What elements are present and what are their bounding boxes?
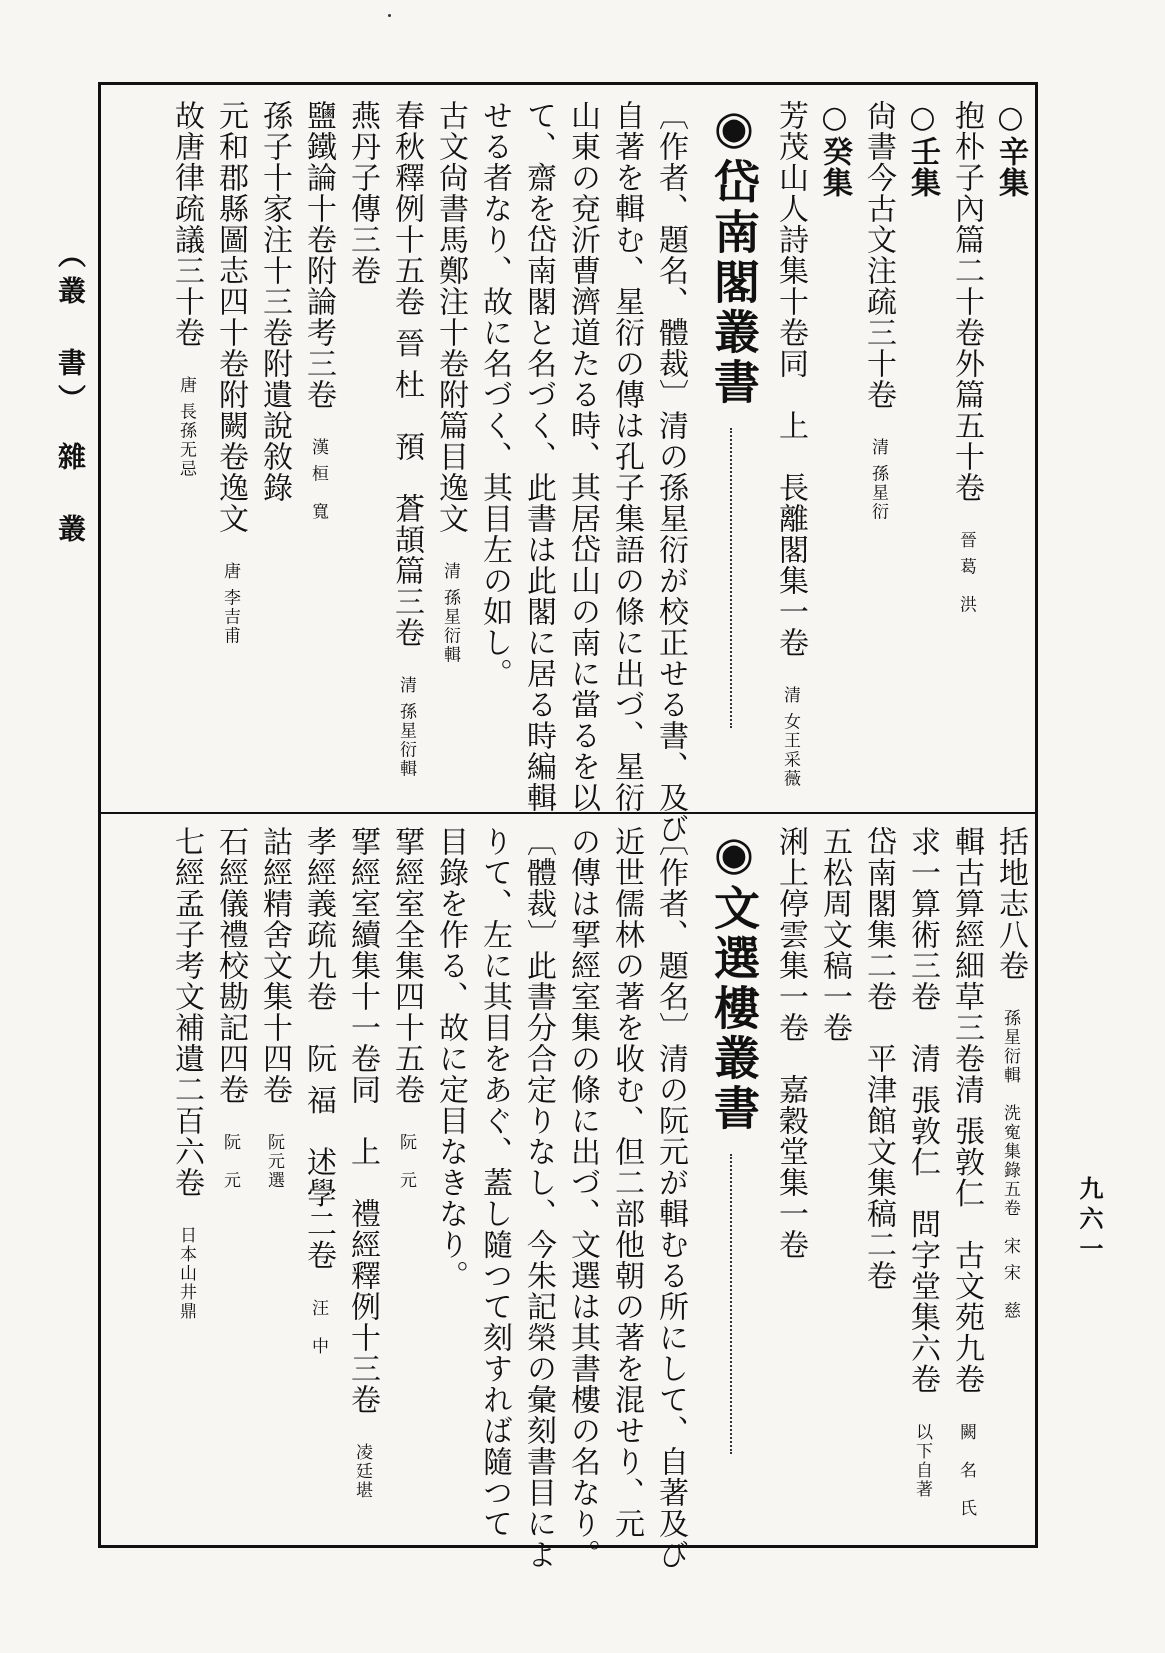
top-panel [108, 100, 1032, 844]
section-title: ◉岱南閣叢書 [700, 100, 768, 800]
book-entry: 抱朴子內篇二十卷外篇五十卷晉 葛 洪 [949, 100, 984, 615]
body-line: の傳は揅經室集の條に出づ、文選は其書樓の名なり。 [565, 826, 600, 1570]
book-entry: 鹽鐵論十卷附論考三卷漢 桓 寬 [301, 100, 336, 522]
book-entry: 求一算術三卷 清 張敦仁 問字堂集六卷以下自著 [905, 826, 940, 1499]
book-entry: 尙書今古文注疏三十卷清 孫星衍 [861, 100, 896, 522]
section-title: ◉文選樓叢書 [700, 826, 768, 1536]
body-line: 近世儒林の著を收む、但二部他朝の著を混せり、元 [609, 826, 644, 1539]
book-entry: 浰上停雲集一卷 嘉穀堂集一卷 [773, 826, 808, 1260]
wavy-rule [730, 428, 738, 728]
scan-speck [388, 14, 391, 17]
body-line: 目錄を作る、故に定目なきなり。 [433, 826, 468, 1291]
book-entry: 輯古算經細草三卷清 張敦仁 古文苑九卷闕 名 氏 [949, 826, 984, 1518]
book-entry: 七經孟子考文補遺二百六卷日本山井鼎 [169, 826, 204, 1321]
body-line: 〔作者、題名〕清の阮元が輯むる所にして、自著及び [653, 826, 688, 1570]
book-entry: 岱南閣集二卷 平津館文集稿二卷 [861, 826, 896, 1291]
book-entry: 石經儀禮校勘記四卷阮 元 [213, 826, 248, 1190]
body-line: 〔作者、題名、體裁〕清の孫星衍が校正せる書、及び [653, 100, 688, 844]
book-entry: 故唐律疏議三十卷唐 長孫无忌 [169, 100, 204, 479]
book-entry: 五松周文稿一卷 [817, 826, 852, 1043]
page-number: 九六一 [1075, 1176, 1104, 1266]
book-entry: 元和郡縣圖志四十卷附闕卷逸文唐 李吉甫 [213, 100, 248, 646]
book-entry: 孝經義疏九卷 阮 福 述學二卷汪 中 [301, 826, 336, 1356]
body-line: 山東の兗沂曹濟道たる時、其居岱山の南に當るを以 [565, 100, 600, 813]
book-entry: 古文尙書馬鄭注十卷附篇目逸文清 孫星衍輯 [433, 100, 468, 665]
body-line: せる者なり、故に名づく、其目左の如し。 [477, 100, 512, 689]
wavy-rule [730, 1154, 738, 1454]
body-line: りて、左に其目をあぐ、蓋し隨つて刻すれば隨つて [477, 826, 512, 1539]
book-entry: 括地志八卷孫星衍輯 洗寃集錄五卷 宋 宋 慈 [993, 826, 1028, 1321]
running-header: （叢 書） 雜 叢 [54, 240, 87, 550]
body-line: 自著を輯む、星衍の傳は孔子集語の條に出づ、星衍 [609, 100, 644, 813]
collection-heading: ○辛集 [993, 100, 1028, 198]
book-entry: 春秋釋例十五卷 晉 杜 預 蒼頡篇三卷清 孫星衍輯 [389, 100, 424, 779]
bottom-panel [108, 826, 1032, 1570]
collection-heading: ○癸集 [817, 100, 852, 198]
book-entry: 孫子十家注十三卷附遺說敘錄 [257, 100, 292, 503]
book-entry: 燕丹子傳三卷 [345, 100, 380, 286]
book-entry: 揅經室續集十一卷同 上 禮經釋例十三卷凌廷堪 [345, 826, 380, 1500]
body-line: 〔體裁〕此書分合定りなし、今朱記榮の彙刻書目によ [521, 826, 556, 1570]
collection-heading: ○壬集 [905, 100, 940, 198]
book-entry: 詁經精舍文集十四卷阮元選 [257, 826, 292, 1190]
book-entry: 揅經室全集四十五卷阮 元 [389, 826, 424, 1190]
book-entry: 芳茂山人詩集十卷同 上 長離閣集一卷清 女王采薇 [773, 100, 808, 789]
body-line: て、齋を岱南閣と名づく、此書は此閣に居る時編輯 [521, 100, 556, 813]
